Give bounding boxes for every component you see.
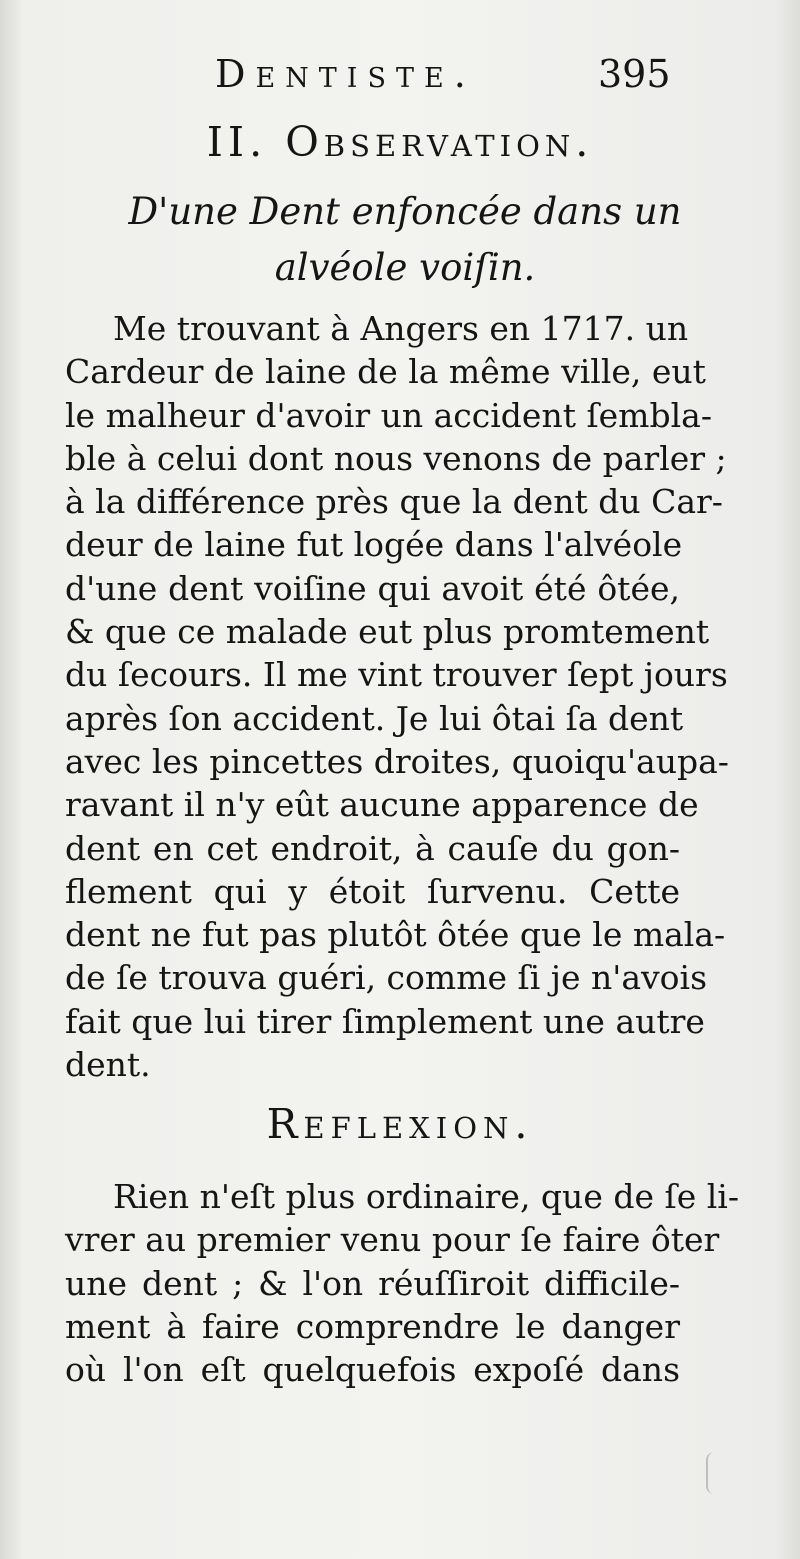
text-line: ble à celui dont nous venons de parler ; bbox=[65, 438, 727, 478]
text-line: ravant il n'y eût aucune apparence de bbox=[65, 785, 699, 825]
text-line: deur de laine fut logée dans l'alvéole bbox=[65, 525, 683, 565]
text-line: le malheur d'avoir un accident ſembla- bbox=[65, 395, 712, 435]
observation-paragraph bbox=[65, 307, 729, 1086]
text-line: où l'on eſt quelquefois expoſé dans bbox=[65, 1350, 680, 1390]
text-line: fait que lui tirer ſimplement une autre bbox=[65, 1001, 705, 1041]
text-line: du ſecours. Il me vint trouver ſept jours bbox=[65, 655, 728, 695]
page-header bbox=[0, 52, 800, 102]
text-line: vrer au premier venu pour ſe faire ôter bbox=[65, 1220, 720, 1260]
text-line: flement qui y étoit ſurvenu. Cette bbox=[65, 871, 680, 911]
text-line: d'une dent voiſine qui avoit été ôtée, bbox=[65, 568, 680, 608]
text-line: dent. bbox=[65, 1045, 151, 1085]
text-line: Cardeur de laine de la même ville, eut bbox=[65, 352, 706, 392]
text-line: de ſe trouva guéri, comme ſi je n'avois bbox=[65, 958, 708, 998]
text-line: une dent ; & l'on réuſſiroit difficile- bbox=[65, 1263, 680, 1303]
section-subtitle-line: alvéole voiſin. bbox=[274, 246, 536, 289]
reflexion-paragraph bbox=[65, 1175, 739, 1391]
text-line: & que ce malade eut plus promtement bbox=[65, 612, 710, 652]
text-line: Me trouvant à Angers en 1717. un bbox=[113, 309, 689, 348]
running-title: Dentiste. bbox=[215, 52, 476, 96]
text-line: ment à faire comprendre le danger bbox=[65, 1306, 680, 1346]
text-line: après ſon accident. Je lui ôtai ſa dent bbox=[65, 698, 684, 738]
text-line: dent ne fut pas plutôt ôtée que le mala- bbox=[65, 915, 726, 955]
margin-ink-mark bbox=[706, 1452, 724, 1494]
section-subtitle-line: D'une Dent enfoncée dans un bbox=[128, 190, 682, 233]
text-line: dent en cet endroit, à cauſe du gon- bbox=[65, 828, 680, 868]
section-heading: II. Observation. bbox=[206, 118, 594, 166]
text-line: avec les pincettes droites, quoiqu'aupa- bbox=[65, 741, 729, 781]
text-line: Rien n'eſt plus ordinaire, que de ſe li- bbox=[113, 1177, 739, 1216]
text-line: à la différence près que la dent du Car- bbox=[65, 482, 723, 522]
reflexion-heading: Reflexion. bbox=[266, 1100, 534, 1148]
page-number: 395 bbox=[598, 52, 671, 96]
